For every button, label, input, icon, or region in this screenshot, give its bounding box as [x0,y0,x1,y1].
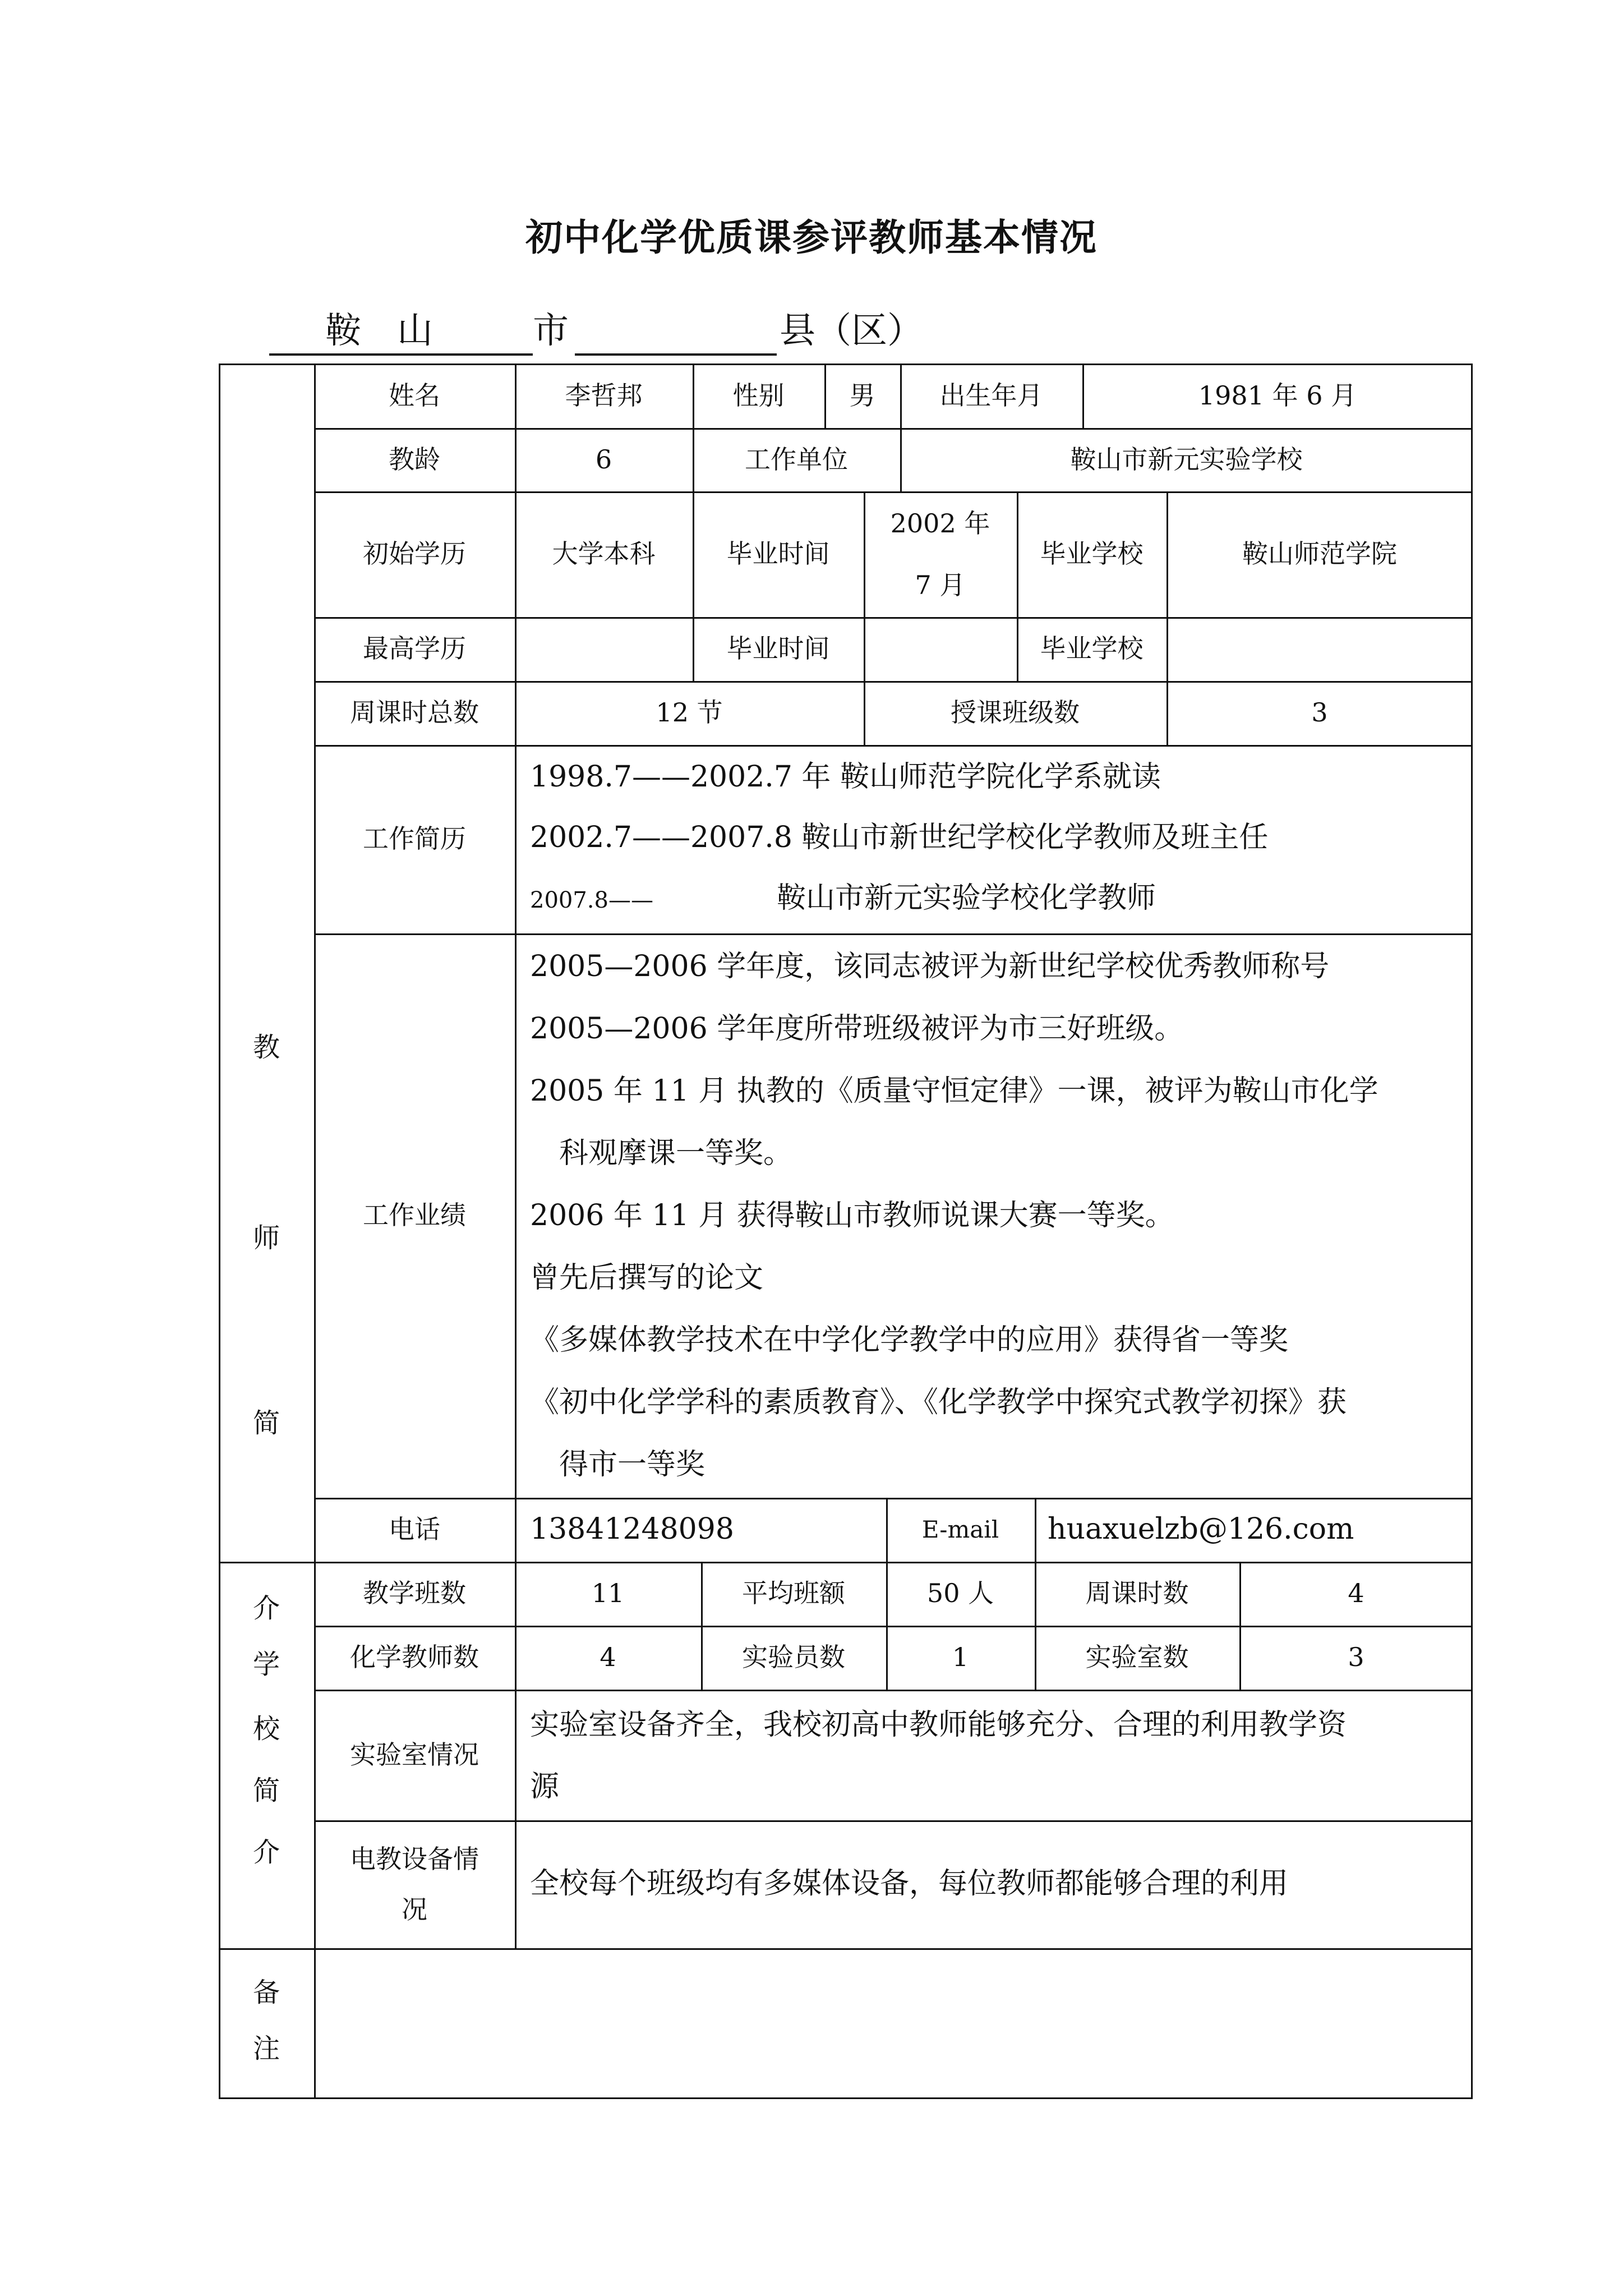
resume-last-date: 2007.8—— [530,887,653,913]
gender-value: 男 [849,380,875,411]
chem-teachers-value: 4 [600,1642,616,1673]
gender-label: 性别 [732,380,785,411]
county-underline [575,353,777,356]
section-label-teacher-1: 教 [252,1032,280,1063]
lab-staff-value: 1 [952,1642,969,1673]
school-weekly-hours-value: 4 [1348,1578,1364,1609]
phone-label: 电话 [389,1514,440,1545]
resume-item: 1998.7——2002.7 年 鞍山师范学院化学系就读 [530,760,1161,794]
grad-time-value [864,491,1017,617]
section-label-school-4: 介 [252,1837,280,1868]
grad-time-line2: 7 月 [915,570,966,600]
achievements-label: 工作业绩 [363,1200,466,1231]
lab-status-text [530,1694,1467,1818]
achievement-item: 《初中化学学科的素质教育》、《化学教学中探究式教学初探》获 [530,1386,1347,1419]
initial-edu-label: 初始学历 [363,539,466,569]
teaching-age-label: 教龄 [389,444,440,475]
section-label-school-3: 简 [252,1775,280,1806]
achievement-item: 科观摩课一等奖。 [530,1137,793,1170]
col-line [1035,1498,1036,1562]
resume-item [530,868,1461,931]
resume-label: 工作简历 [363,823,466,854]
highest-edu-value [515,617,693,681]
avg-size-label: 平均班额 [742,1578,845,1609]
classes-label: 授课班级数 [951,697,1080,728]
grad-time-line1: 2002 年 [890,508,990,539]
resume-list [530,747,1461,931]
lab-staff-label: 实验员数 [742,1642,845,1673]
labs-value: 3 [1348,1642,1364,1673]
initial-edu-value: 大学本科 [552,539,656,569]
section-label-remarks-1: 备 [252,1977,280,2008]
chem-teachers-label: 化学教师数 [350,1642,479,1673]
resume-last-text: 鞍山市新元实验学校化学教师 [777,881,1156,915]
achievement-item: 2005—2006 学年度所带班级被评为市三好班级。 [530,1012,1184,1046]
grad-school-value: 鞍山师范学院 [1242,539,1397,569]
grad-time-label: 毕业时间 [726,539,830,569]
birth-label: 出生年月 [939,380,1043,411]
av-label [314,1820,515,1948]
highest-edu-label: 最高学历 [363,633,466,664]
achievement-item: 2006 年 11 月 获得鞍山市教师说课大赛一等奖。 [530,1199,1174,1232]
section-label-teacher-3: 简 [252,1407,280,1439]
lab-status-line: 实验室设备齐全，我校初高中教师能够充分、合理的利用教学资 [530,1708,1347,1742]
email-label: E-mail [921,1515,999,1543]
weekly-hours-label: 周课时总数 [350,697,479,728]
achievement-item: 2005 年 11 月 执教的《质量守恒定律》一课，被评为鞍山市化学 [530,1074,1378,1108]
remarks-value [314,1948,1473,2097]
highest-grad-time-label: 毕业时间 [726,633,830,664]
section-label-school-1: 学 [252,1649,280,1680]
highest-grad-time-value [864,617,1017,681]
section-label-teacher-2: 师 [252,1222,280,1254]
name-label: 姓名 [389,380,440,411]
av-label-line2: 况 [402,1894,427,1925]
county-suffix: 县（区） [780,310,923,352]
table-border-bottom [219,2097,1473,2099]
section-label-remarks-2: 注 [252,2033,280,2064]
school-classes-label: 教学班数 [363,1578,466,1609]
email-value: huaxuelzb@126.com [1048,1512,1354,1547]
av-label-line1: 电教设备情 [350,1844,479,1874]
av-status: 全校每个班级均有多媒体设备，每位教师都能够合理的利用 [530,1867,1289,1901]
page-title: 初中化学优质课参评教师基本情况 [525,215,1098,259]
classes-value: 3 [1311,697,1328,728]
section-label-school-2: 校 [252,1713,280,1745]
highest-grad-school-value [1166,617,1473,681]
work-unit-value: 鞍山市新元实验学校 [1070,444,1303,475]
lab-status-line: 源 [530,1770,560,1803]
city-underline [269,353,533,356]
city-suffix: 市 [533,310,569,352]
achievements-list [530,936,1467,1496]
highest-grad-school-label: 毕业学校 [1040,633,1144,664]
achievement-item: 2005—2006 学年度，该同志被评为新世纪学校优秀教师称号 [530,950,1330,983]
achievement-item: 曾先后撰写的论文 [530,1261,764,1295]
weekly-hours-value: 12 节 [656,697,723,728]
resume-item: 2002.7——2007.8 鞍山市新世纪学校化学教师及班主任 [530,821,1269,854]
city-name: 鞍 山 [325,310,433,352]
school-classes-value: 11 [591,1578,625,1609]
avg-size-value: 50 人 [926,1578,994,1609]
phone-value: 13841248098 [530,1512,734,1547]
name-value: 李哲邦 [565,380,643,411]
teacher-info-table [219,364,1473,2099]
labs-label: 实验室数 [1085,1642,1189,1673]
work-unit-label: 工作单位 [745,444,848,475]
lab-status-label: 实验室情况 [350,1739,479,1770]
birth-value: 1981 年 6 月 [1198,380,1357,411]
section-label-teacher-4: 介 [252,1593,280,1624]
grad-school-label: 毕业学校 [1040,539,1144,569]
teaching-age-value: 6 [595,444,612,475]
school-weekly-hours-label: 周课时数 [1085,1578,1189,1609]
achievement-item: 《多媒体教学技术在中学化学教学中的应用》获得省一等奖 [530,1323,1289,1357]
achievement-item: 得市一等奖 [530,1448,706,1481]
